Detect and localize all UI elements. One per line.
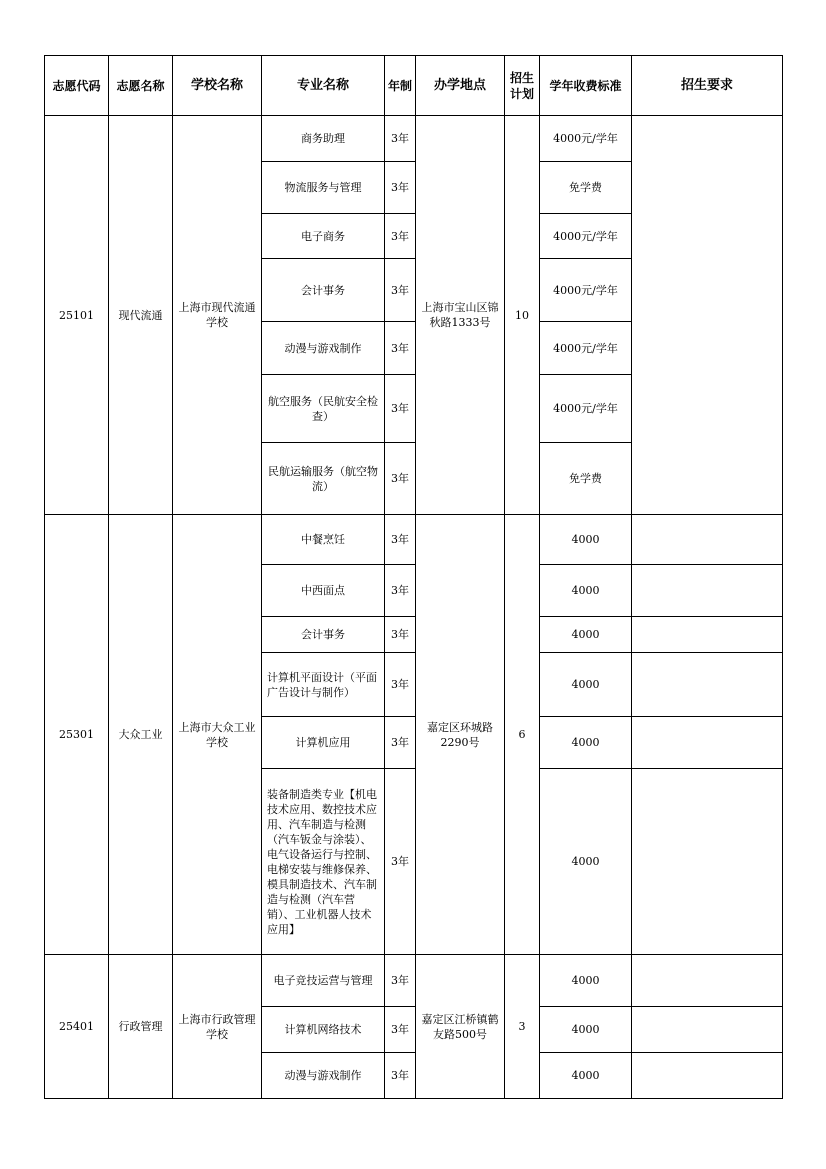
fee: 4000元/学年 <box>540 116 632 162</box>
school-name: 上海市大众工业学校 <box>173 515 262 955</box>
group-code: 25401 <box>45 955 109 1099</box>
years: 3年 <box>385 116 416 162</box>
header-requirements: 招生要求 <box>632 56 783 116</box>
location: 嘉定区江桥镇鹤友路500号 <box>416 955 505 1099</box>
table-row <box>45 955 783 1007</box>
fee: 4000 <box>540 717 632 769</box>
major-name: 会计事务 <box>262 617 385 653</box>
fee: 4000 <box>540 955 632 1007</box>
fee: 4000元/学年 <box>540 375 632 443</box>
fee: 免学费 <box>540 443 632 515</box>
major-name: 装备制造类专业【机电技术应用、数控技术应用、汽车制造与检测（汽车钣金与涂装）、电气设备运行与控制、电梯安装与维修保养、模具制造技术、汽车制造与检测（汽车营销）、工业机器人技术应用】 <box>262 769 385 955</box>
years: 3年 <box>385 769 416 955</box>
plan: 10 <box>505 116 540 515</box>
table-row <box>45 116 783 162</box>
fee: 4000元/学年 <box>540 259 632 322</box>
location: 嘉定区环城路2290号 <box>416 515 505 955</box>
fee: 4000元/学年 <box>540 214 632 259</box>
years: 3年 <box>385 717 416 769</box>
major-name: 中餐烹饪 <box>262 515 385 565</box>
years: 3年 <box>385 565 416 617</box>
fee: 4000 <box>540 617 632 653</box>
header-name: 志愿名称 <box>109 56 173 116</box>
header-row <box>45 56 783 116</box>
years: 3年 <box>385 375 416 443</box>
major-name: 计算机网络技术 <box>262 1007 385 1053</box>
header-school: 学校名称 <box>173 56 262 116</box>
fee: 4000 <box>540 653 632 717</box>
major-name: 中西面点 <box>262 565 385 617</box>
requirements <box>632 717 783 769</box>
major-name: 电子竞技运营与管理 <box>262 955 385 1007</box>
years: 3年 <box>385 515 416 565</box>
group-name: 行政管理 <box>109 955 173 1099</box>
requirements <box>632 116 783 515</box>
header-years: 年制 <box>385 56 416 116</box>
fee: 4000元/学年 <box>540 322 632 375</box>
table-row <box>45 515 783 565</box>
fee: 4000 <box>540 769 632 955</box>
years: 3年 <box>385 162 416 214</box>
group-code: 25101 <box>45 116 109 515</box>
years: 3年 <box>385 1007 416 1053</box>
years: 3年 <box>385 955 416 1007</box>
fee: 免学费 <box>540 162 632 214</box>
school-name: 上海市现代流通学校 <box>173 116 262 515</box>
header-fee: 学年收费标准 <box>540 56 632 116</box>
major-name: 商务助理 <box>262 116 385 162</box>
major-name: 动漫与游戏制作 <box>262 1053 385 1099</box>
years: 3年 <box>385 214 416 259</box>
major-name: 会计事务 <box>262 259 385 322</box>
admissions-table <box>44 55 783 1099</box>
years: 3年 <box>385 443 416 515</box>
requirements <box>632 1053 783 1099</box>
fee: 4000 <box>540 565 632 617</box>
fee: 4000 <box>540 1053 632 1099</box>
requirements <box>632 955 783 1007</box>
major-name: 计算机平面设计（平面广告设计与制作） <box>262 653 385 717</box>
header-plan: 招生计划 <box>505 56 540 116</box>
years: 3年 <box>385 259 416 322</box>
requirements <box>632 617 783 653</box>
major-name: 计算机应用 <box>262 717 385 769</box>
years: 3年 <box>385 617 416 653</box>
major-name: 物流服务与管理 <box>262 162 385 214</box>
plan: 6 <box>505 515 540 955</box>
years: 3年 <box>385 322 416 375</box>
requirements <box>632 515 783 565</box>
group-code: 25301 <box>45 515 109 955</box>
requirements <box>632 653 783 717</box>
major-name: 民航运输服务（航空物流） <box>262 443 385 515</box>
school-name: 上海市行政管理学校 <box>173 955 262 1099</box>
group-name: 大众工业 <box>109 515 173 955</box>
fee: 4000 <box>540 1007 632 1053</box>
major-name: 航空服务（民航安全检查） <box>262 375 385 443</box>
years: 3年 <box>385 653 416 717</box>
plan: 3 <box>505 955 540 1099</box>
requirements <box>632 769 783 955</box>
requirements <box>632 565 783 617</box>
major-name: 电子商务 <box>262 214 385 259</box>
major-name: 动漫与游戏制作 <box>262 322 385 375</box>
years: 3年 <box>385 1053 416 1099</box>
fee: 4000 <box>540 515 632 565</box>
header-location: 办学地点 <box>416 56 505 116</box>
group-name: 现代流通 <box>109 116 173 515</box>
header-code: 志愿代码 <box>45 56 109 116</box>
location: 上海市宝山区锦秋路1333号 <box>416 116 505 515</box>
header-major: 专业名称 <box>262 56 385 116</box>
requirements <box>632 1007 783 1053</box>
